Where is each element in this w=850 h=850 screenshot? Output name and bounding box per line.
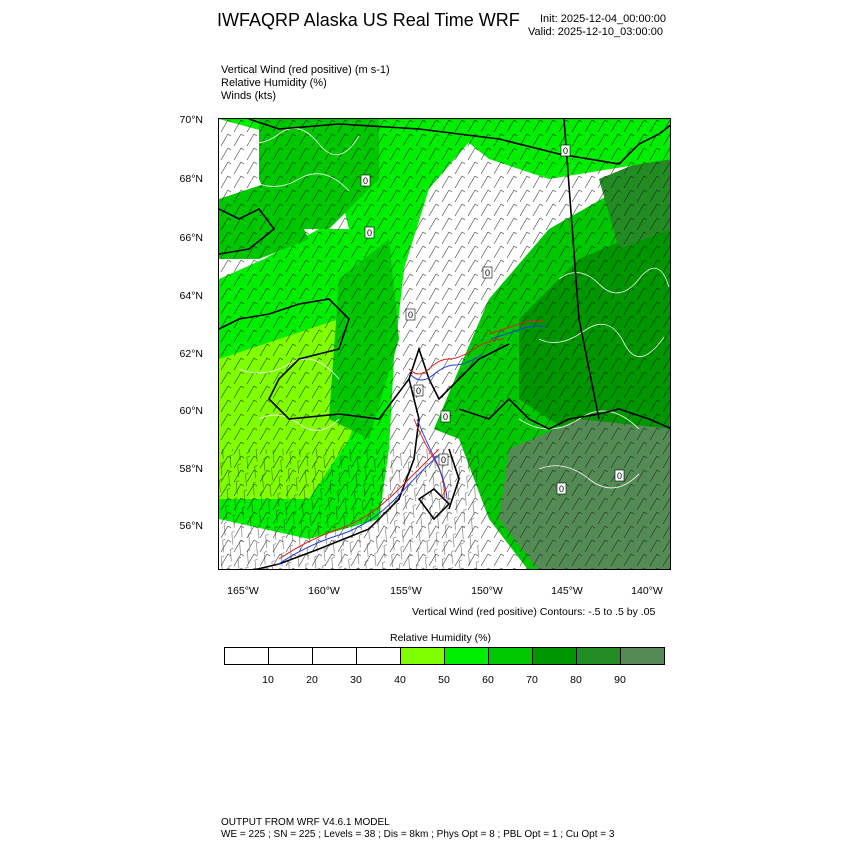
lon-label-145w: 145°W bbox=[551, 585, 583, 597]
colorbar-box bbox=[576, 647, 621, 665]
colorbar-box bbox=[356, 647, 401, 665]
lat-label-66: 66°N bbox=[179, 232, 203, 244]
colorbar-label: 90 bbox=[614, 674, 626, 686]
colorbar-label: 10 bbox=[262, 674, 274, 686]
lon-label-140w: 140°W bbox=[631, 585, 663, 597]
lat-label-68: 68°N bbox=[179, 173, 203, 185]
colorbar-box bbox=[224, 647, 269, 665]
lat-label-64: 64°N bbox=[179, 290, 203, 302]
svg-text:0: 0 bbox=[367, 228, 373, 238]
lat-label-60: 60°N bbox=[179, 405, 203, 417]
colorbar-box bbox=[488, 647, 533, 665]
colorbar-label: 50 bbox=[438, 674, 450, 686]
contour-label bbox=[365, 227, 374, 238]
map-canvas bbox=[219, 119, 671, 570]
colorbar-label: 20 bbox=[306, 674, 318, 686]
svg-text:0: 0 bbox=[485, 268, 491, 278]
svg-text:0: 0 bbox=[416, 386, 422, 396]
contour-label bbox=[439, 454, 448, 465]
contour-label bbox=[615, 470, 624, 481]
colorbar bbox=[225, 647, 665, 665]
field-relative-humidity: Relative Humidity (%) bbox=[221, 77, 327, 89]
chart-title: IWFAQRP Alaska US Real Time WRF bbox=[217, 10, 520, 30]
colorbar-box bbox=[444, 647, 489, 665]
colorbar-box bbox=[312, 647, 357, 665]
wind-barbs-southwest bbox=[219, 449, 479, 570]
colorbar-box bbox=[268, 647, 313, 665]
colorbar-title: Relative Humidity (%) bbox=[390, 632, 491, 644]
contour-label bbox=[441, 411, 450, 422]
lon-label-155w: 155°W bbox=[390, 585, 422, 597]
lat-label-58: 58°N bbox=[179, 463, 203, 475]
svg-text:0: 0 bbox=[408, 310, 414, 320]
lat-label-70: 70°N bbox=[179, 114, 203, 126]
field-vertical-wind: Vertical Wind (red positive) (m s-1) bbox=[221, 64, 390, 76]
lat-label-56: 56°N bbox=[179, 520, 203, 532]
svg-text:0: 0 bbox=[559, 484, 565, 494]
init-time: Init: 2025-12-04_00:00:00 bbox=[540, 13, 666, 25]
contour-label bbox=[483, 267, 492, 278]
colorbar-label: 40 bbox=[394, 674, 406, 686]
contour-note: Vertical Wind (red positive) Contours: -.5 to .5 by .05 bbox=[412, 606, 656, 618]
contour-label bbox=[561, 145, 570, 156]
colorbar-box bbox=[400, 647, 445, 665]
colorbar-label: 80 bbox=[570, 674, 582, 686]
lon-label-160w: 160°W bbox=[308, 585, 340, 597]
colorbar-label: 70 bbox=[526, 674, 538, 686]
contour-label bbox=[406, 309, 415, 320]
footer-model: OUTPUT FROM WRF V4.6.1 MODEL bbox=[221, 817, 390, 828]
footer-config: WE = 225 ; SN = 225 ; Levels = 38 ; Dis = 8km ; Phys Opt = 8 ; PBL Opt = 1 ; Cu Opt = 3 bbox=[221, 829, 615, 840]
colorbar-label: 60 bbox=[482, 674, 494, 686]
lon-label-165w: 165°W bbox=[227, 585, 259, 597]
lon-label-150w: 150°W bbox=[471, 585, 503, 597]
contour-label bbox=[557, 483, 566, 494]
contour-label bbox=[414, 385, 423, 396]
map-panel bbox=[218, 118, 671, 570]
colorbar-label: 30 bbox=[350, 674, 362, 686]
field-winds: Winds (kts) bbox=[221, 90, 276, 102]
svg-text:0: 0 bbox=[563, 146, 569, 156]
svg-text:0: 0 bbox=[441, 455, 447, 465]
svg-text:0: 0 bbox=[617, 471, 623, 481]
lat-label-62: 62°N bbox=[179, 348, 203, 360]
contour-label bbox=[361, 175, 370, 186]
svg-text:0: 0 bbox=[443, 412, 449, 422]
colorbar-box bbox=[532, 647, 577, 665]
valid-time: Valid: 2025-12-10_03:00:00 bbox=[528, 26, 663, 38]
svg-text:0: 0 bbox=[363, 176, 369, 186]
colorbar-box bbox=[620, 647, 665, 665]
